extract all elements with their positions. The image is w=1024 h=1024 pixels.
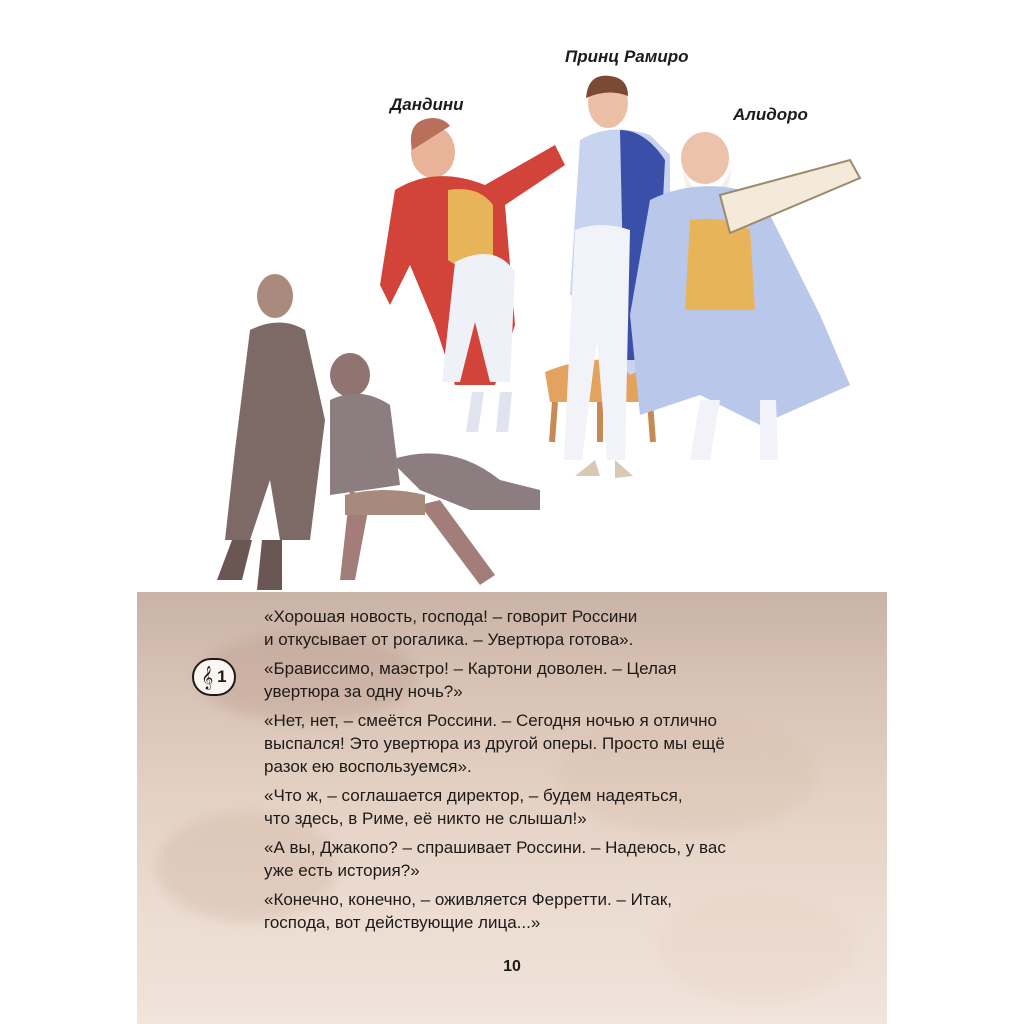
paragraph: «Брависсимо, маэстро! – Картони доволен. – Целая увертюра за одну ночь?» — [264, 659, 677, 701]
figure-rossini — [217, 274, 325, 590]
audio-track-badge — [192, 658, 236, 696]
figure-director — [330, 353, 540, 585]
page-number: 10 — [503, 958, 521, 975]
paragraph: «Что ж, – соглашается директор, – будем надеяться, что здесь, в Риме, её никто не слышал!» — [264, 786, 683, 828]
story-text — [264, 605, 824, 940]
character-label-alidoro: Алидоро — [733, 105, 808, 124]
character-label-ramiro: Принц Рамиро — [565, 47, 689, 66]
figure-dandini — [380, 118, 565, 432]
paragraph: «Хорошая новость, господа! – говорит Россини и откусывает от рогалика. – Увертюра готова». — [264, 607, 638, 649]
audio-track-number: 1 — [217, 667, 227, 686]
paragraph: «Нет, нет, – смеётся Россини. – Сегодня ночью я отлично выспался! Это увертюра из другой оперы. Просто мы ещё разок ею воспользуемся». — [264, 711, 725, 776]
treble-clef-icon: 𝄞 — [201, 665, 214, 689]
paragraph: «Конечно, конечно, – оживляется Ферретти. – Итак, господа, вот действующие лица...» — [264, 890, 673, 932]
paragraph: «А вы, Джакопо? – спрашивает Россини. – Надеюсь, у вас уже есть история?» — [264, 838, 726, 880]
character-label-dandini: Дандини — [390, 95, 464, 114]
